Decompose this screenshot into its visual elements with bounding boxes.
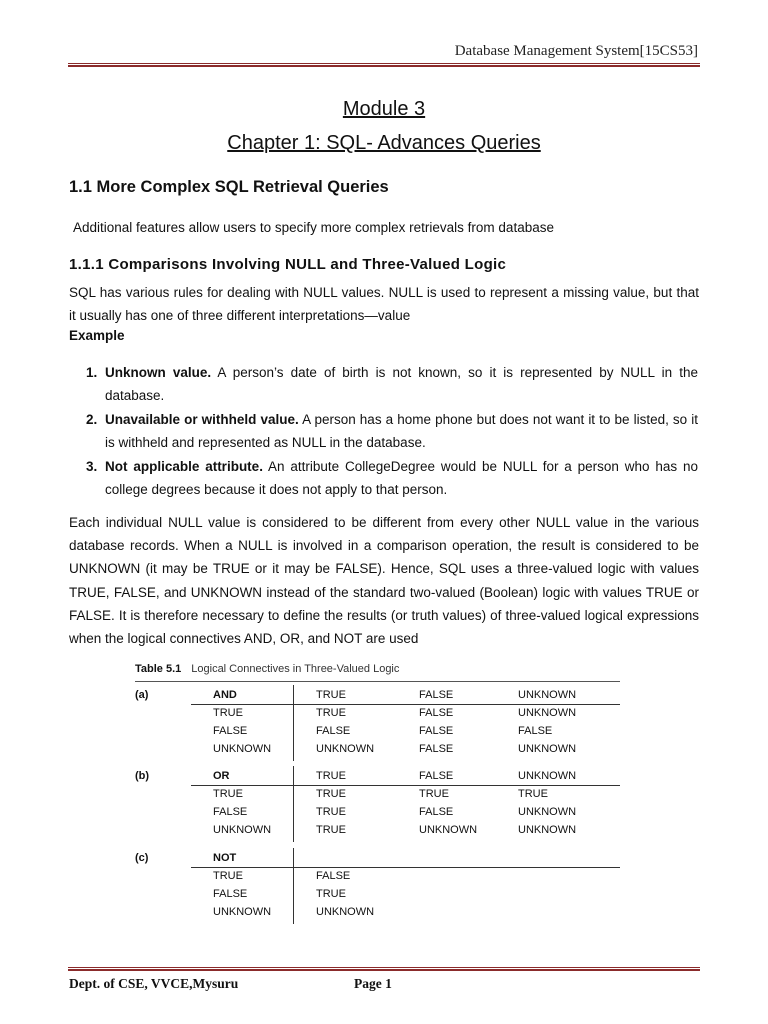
footer-page-number: Page 1 (354, 976, 392, 991)
list-text: An attribute CollegeDegree would be NULL for a person who has no college degrees because it does not apply to that person. (105, 458, 698, 498)
table-column-divider (293, 766, 294, 842)
module-title: Module 3 (342, 98, 426, 120)
table-cell: TRUE (316, 707, 346, 719)
table-cell: FALSE (316, 725, 351, 737)
table-header-rule (191, 704, 620, 705)
list-number: 1. (86, 365, 98, 380)
table-header-cell: OR (213, 770, 230, 782)
paragraph-three-valued-logic: Each individual NULL value is considered to be different from every other NULL value in the various database records. When a NULL is involved in a comparison operation, the result is considered to be UNKNOWN (it may be TRUE or it may be FALSE). Hence, SQL uses a three-valued logic with values TRUE, FALSE, and UNKNOWN instead of the standard two-valued (Boolean) logic with values TRUE or FALSE. It is therefore necessary to define the results (or truth values) of three-valued logical expressions when the logical connectives AND, OR, and NOT are used (69, 515, 699, 647)
list-number: 3. (86, 458, 98, 474)
interpretation-list (86, 361, 698, 501)
table-header-cell: FALSE (419, 770, 454, 782)
table-header-cell: UNKNOWN (518, 770, 577, 782)
header-title: Database Management System[15CS53] (454, 43, 698, 59)
table-header-cell: NOT (213, 852, 237, 864)
table-cell: TRUE (316, 788, 346, 800)
table-cell: TRUE (419, 788, 449, 800)
table-cell: FALSE (419, 806, 454, 818)
table-cell: TRUE (213, 788, 243, 800)
footer-rule (68, 967, 700, 971)
truth-table (135, 663, 620, 928)
table-cell: TRUE (213, 707, 243, 719)
table-header-cell: FALSE (419, 689, 454, 701)
table-cell: FALSE (419, 725, 454, 737)
list-item (86, 455, 698, 502)
footer-dept: Dept. of CSE, VVCE,Mysuru (69, 976, 239, 991)
table-cell: UNKNOWN (518, 806, 577, 818)
table-cell: FALSE (419, 743, 454, 755)
table-header-cell: TRUE (316, 689, 346, 701)
subsection-heading: 1.1.1 Comparisons Involving NULL and Three-Valued Logic (69, 256, 507, 273)
table-section-label: (b) (135, 770, 150, 782)
list-term: Unavailable or withheld value. (105, 411, 299, 427)
list-item (86, 361, 698, 408)
table-cell: UNKNOWN (213, 824, 272, 836)
list-number: 2. (86, 411, 98, 427)
table-header-rule (191, 785, 620, 786)
table-cell: UNKNOWN (316, 906, 375, 918)
header-rule (68, 63, 700, 67)
table-caption-rule (135, 681, 620, 682)
table-cell: FALSE (213, 888, 248, 900)
table-section-label: (c) (135, 852, 149, 864)
table-caption-text: Logical Connectives in Three-Valued Logic (191, 663, 400, 675)
list-text: A person’s date of birth is not known, so it is represented by NULL in the database. (105, 365, 698, 404)
paragraph-null-intro: SQL has various rules for dealing with NULL values. NULL is used to represent a missing value, but that it usually has one of three different interpretations—value (69, 285, 699, 323)
table-cell: UNKNOWN (518, 824, 577, 836)
table-cell: FALSE (213, 806, 248, 818)
table-cell: UNKNOWN (213, 743, 272, 755)
list-term: Not applicable attribute. (105, 458, 263, 474)
table-cell: UNKNOWN (518, 743, 577, 755)
table-caption-number: Table 5.1 (135, 663, 182, 675)
table-cell: TRUE (518, 788, 548, 800)
table-header-cell: UNKNOWN (518, 689, 577, 701)
list-item (86, 408, 698, 455)
table-header-rule (191, 867, 620, 868)
list-term: Unknown value. (105, 365, 212, 380)
table-cell: FALSE (419, 707, 454, 719)
table-cell: TRUE (213, 870, 243, 882)
table-cell: FALSE (213, 725, 248, 737)
table-cell: UNKNOWN (419, 824, 478, 836)
table-column-divider (293, 848, 294, 924)
example-label: Example (69, 328, 125, 343)
intro-paragraph: Additional features allow users to specify more complex retrievals from database (73, 220, 554, 235)
table-cell: FALSE (316, 870, 351, 882)
chapter-title: Chapter 1: SQL- Advances Queries (227, 132, 541, 154)
table-cell: TRUE (316, 806, 346, 818)
table-cell: TRUE (316, 888, 346, 900)
section-heading: 1.1 More Complex SQL Retrieval Queries (69, 178, 389, 196)
table-cell: TRUE (316, 824, 346, 836)
table-caption (135, 663, 399, 675)
table-cell: UNKNOWN (213, 906, 272, 918)
table-header-cell: AND (213, 689, 237, 701)
table-section-label: (a) (135, 689, 149, 701)
table-cell: UNKNOWN (316, 743, 375, 755)
table-cell: UNKNOWN (518, 707, 577, 719)
table-column-divider (293, 685, 294, 761)
list-text: A person has a home phone but does not want it to be listed, so it is withheld and represented as NULL in the database. (105, 411, 698, 451)
table-cell: FALSE (518, 725, 553, 737)
table-header-cell: TRUE (316, 770, 346, 782)
